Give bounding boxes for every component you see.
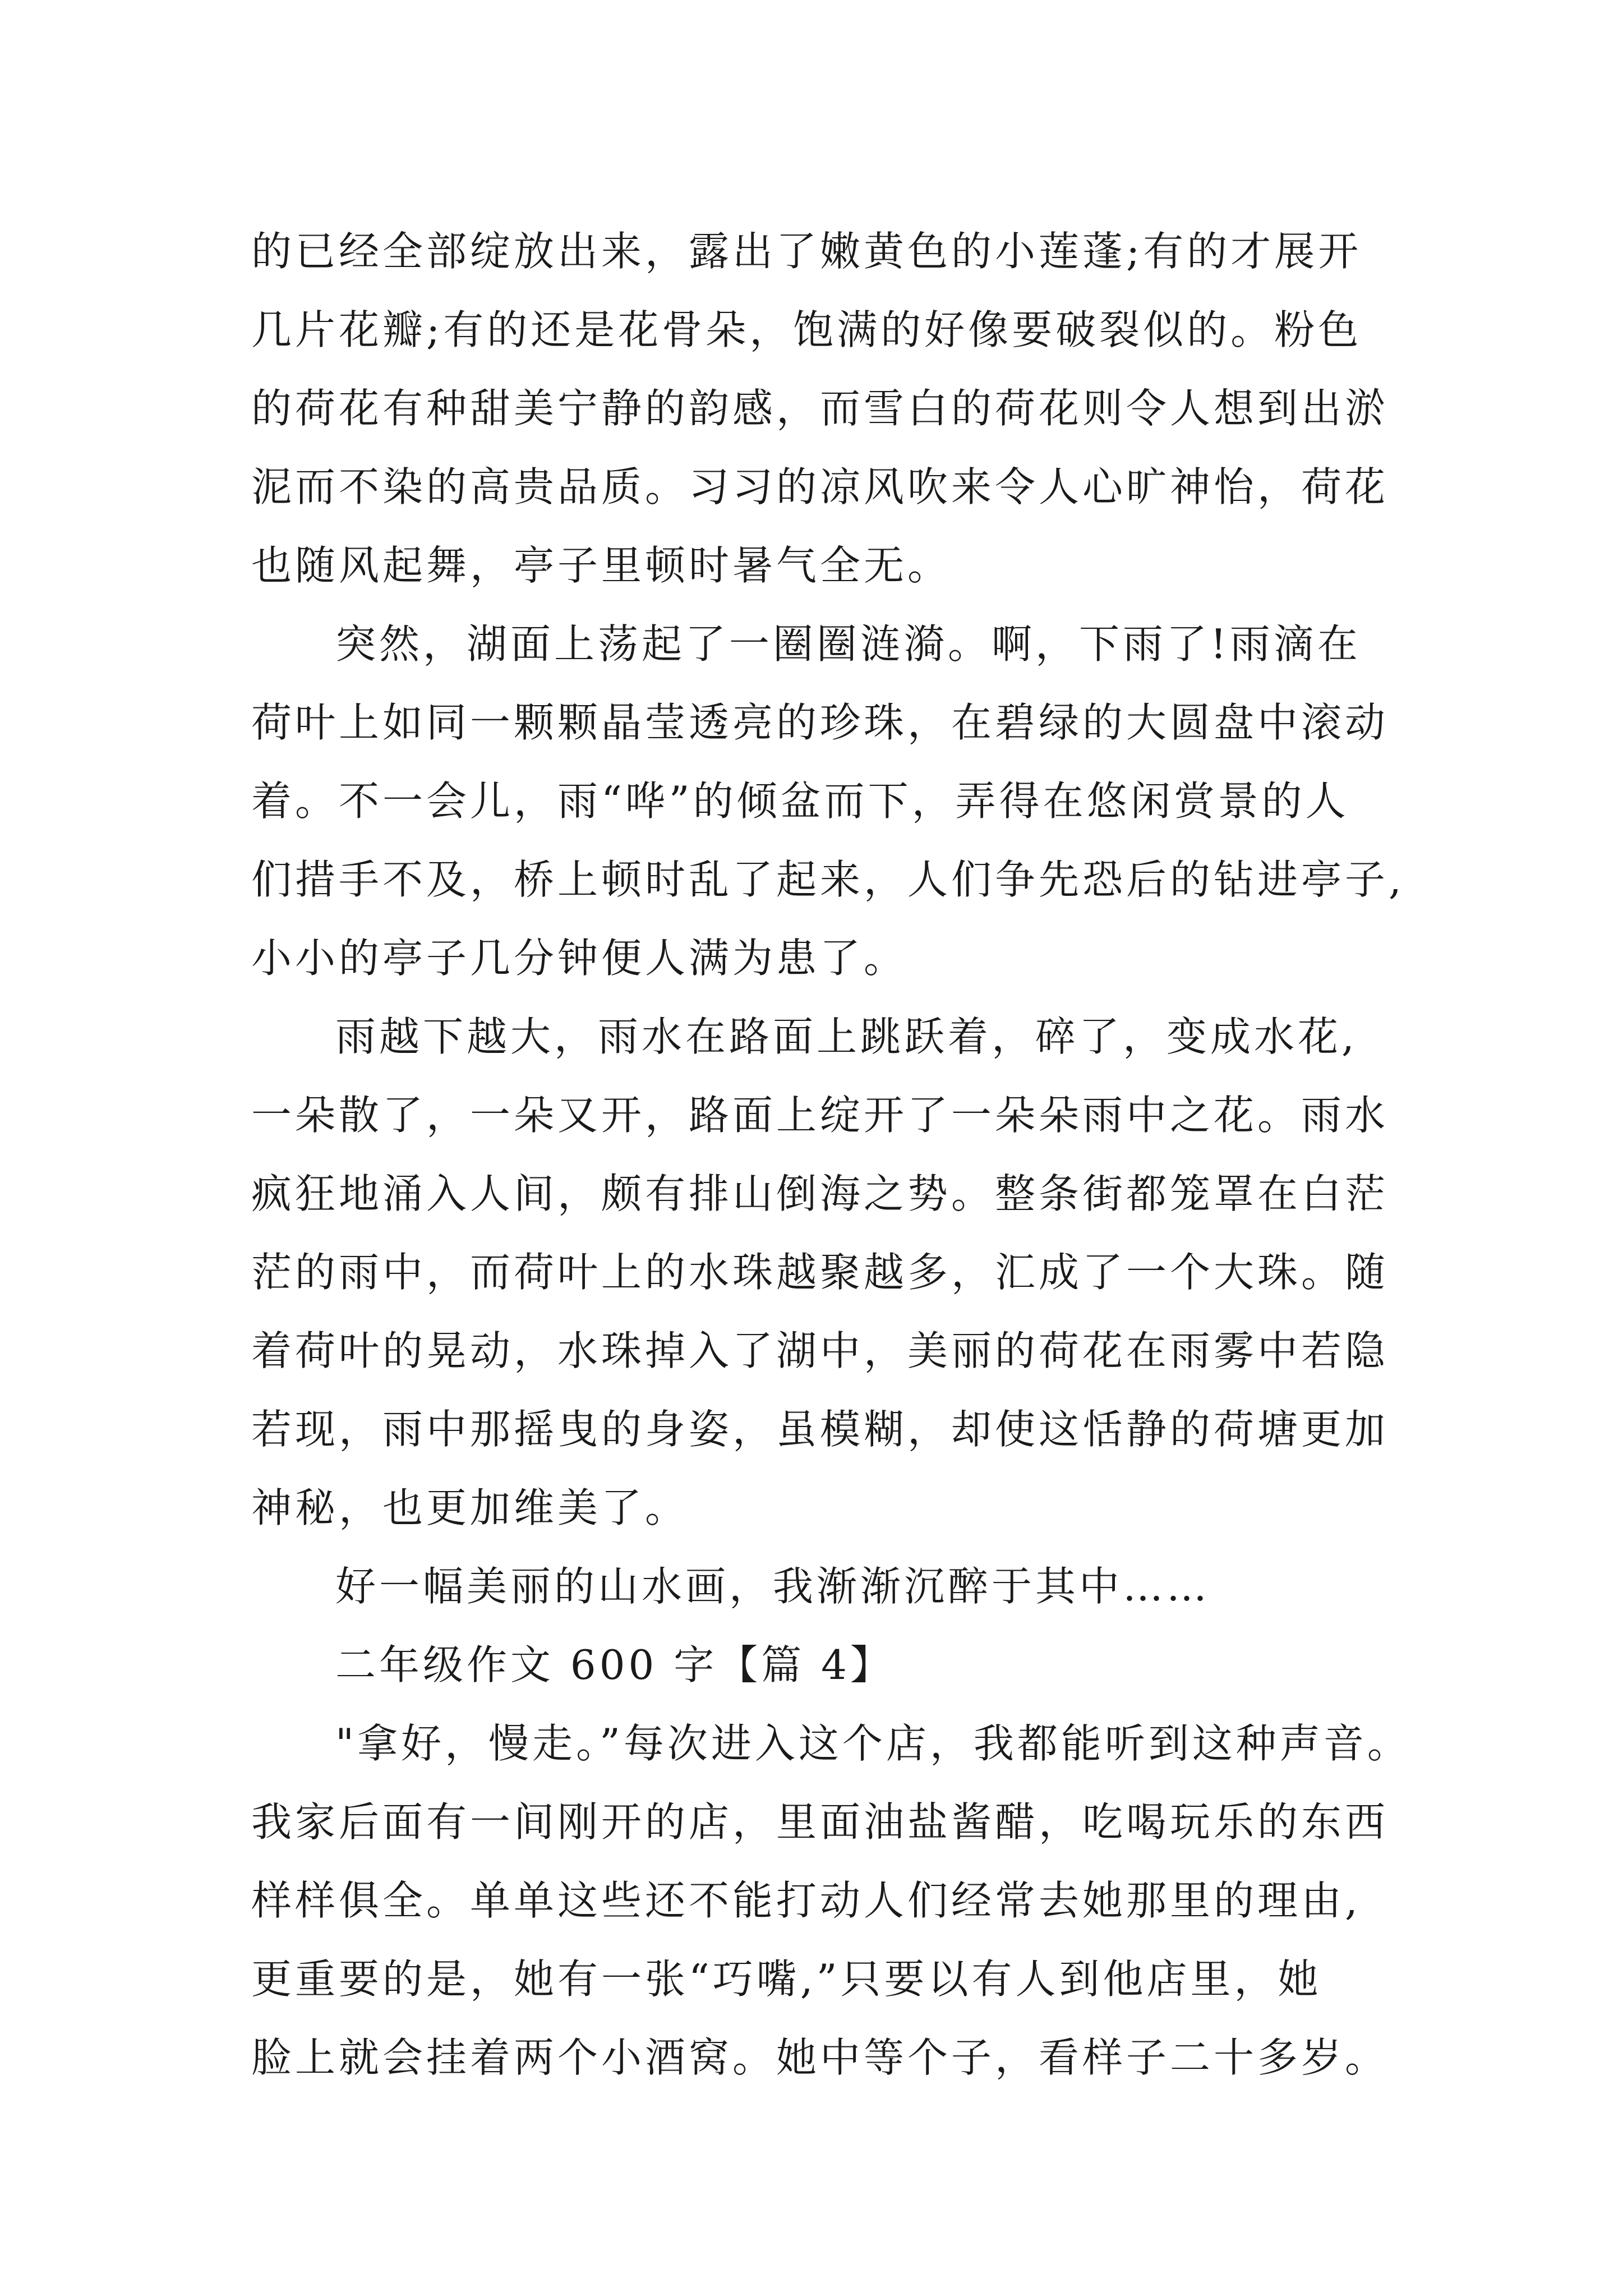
text-line: 着荷叶的晃动，水珠掉入了湖中，美丽的荷花在雨雾中若隐 xyxy=(251,1327,1389,1374)
text-line: 神秘，也更加维美了。 xyxy=(251,1484,689,1531)
text-line: 样样俱全。单单这些还不能打动人们经常去她那里的理由, xyxy=(251,1877,1361,1924)
text-line: 也随风起舞，亭子里顿时暑气全无。 xyxy=(251,542,952,589)
text-line: 着。不一会儿，雨“哗”的倾盆而下，弄得在悠闲赏景的人 xyxy=(251,777,1349,825)
text-line: 更重要的是，她有一张“巧嘴,”只要以有人到他店里，她 xyxy=(251,1955,1322,2003)
paragraph-start-line: 突然，湖面上荡起了一圈圈涟漪。啊，下雨了!雨滴在 xyxy=(335,620,1361,668)
text-line: 们措手不及，桥上顿时乱了起来，人们争先恐后的钻进亭子, xyxy=(251,856,1405,903)
text-line: 我家后面有一间刚开的店，里面油盐酱醋，吃喝玩乐的东西 xyxy=(251,1798,1389,1846)
paragraph-start-line: 好一幅美丽的山水画，我渐渐沉醉于其中…… xyxy=(335,1563,1211,1610)
paragraph-start-line: 雨越下越大，雨水在路面上跳跃着，碎了，变成水花, xyxy=(335,1013,1358,1060)
text-line: 的荷花有种甜美宁静的韵感，而雪白的荷花则令人想到出淤 xyxy=(251,385,1389,432)
body-text xyxy=(251,212,1411,2097)
paragraph-start-line: "拿好，慢走。”每次进入这个店，我都能听到这种声音。 xyxy=(335,1720,1411,1767)
text-line: 茫的雨中，而荷叶上的水珠越聚越多，汇成了一个大珠。随 xyxy=(251,1249,1389,1296)
text-line: 疯狂地涌入人间，颇有排山倒海之势。整条街都笼罩在白茫 xyxy=(251,1170,1389,1217)
text-line: 一朵散了，一朵又开，路面上绽开了一朵朵雨中之花。雨水 xyxy=(251,1092,1389,1139)
text-line: 的已经全部绽放出来，露出了嫩黄色的小莲蓬;有的才展开 xyxy=(251,228,1362,275)
section-heading: 二年级作文 600 字【篇 4】 xyxy=(335,1641,894,1688)
text-line: 脸上就会挂着两个小酒窝。她中等个子，看样子二十多岁。 xyxy=(251,2034,1389,2081)
text-line: 泥而不染的高贵品质。习习的凉风吹来令人心旷神怡，荷花 xyxy=(251,463,1389,510)
text-line: 若现，雨中那摇曳的身姿，虽模糊，却使这恬静的荷塘更加 xyxy=(251,1406,1389,1453)
text-line: 荷叶上如同一颗颗晶莹透亮的珍珠，在碧绿的大圆盘中滚动 xyxy=(251,699,1389,746)
text-line: 小小的亭子几分钟便人满为患了。 xyxy=(251,935,908,982)
text-line: 几片花瓣;有的还是花骨朵，饱满的好像要破裂似的。粉色 xyxy=(251,306,1362,353)
